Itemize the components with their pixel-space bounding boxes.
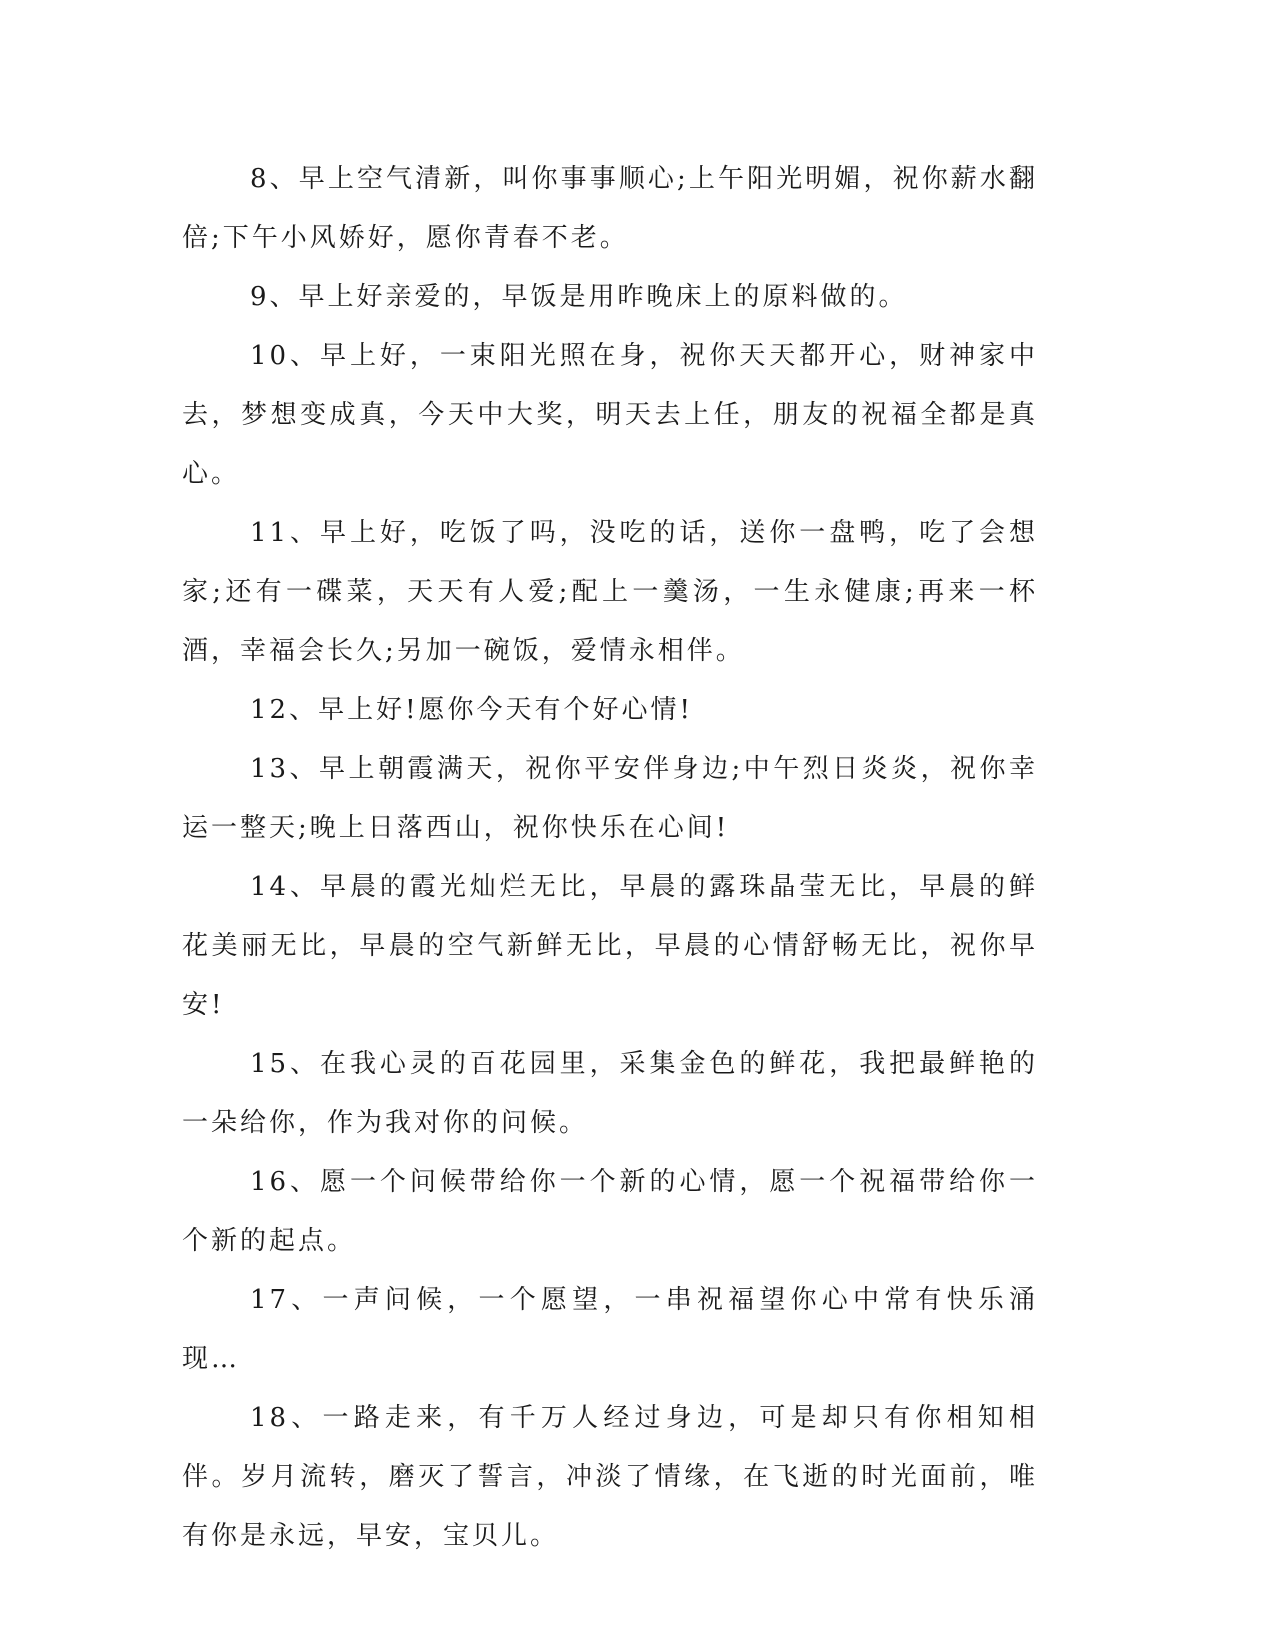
paragraph-14: 14、早晨的霞光灿烂无比，早晨的露珠晶莹无比，早晨的鲜花美丽无比，早晨的空气新鲜无比，早晨的心情舒畅无比，祝你早安! [182, 872, 1038, 1020]
paragraph-8: 8、早上空气清新，叫你事事顺心;上午阳光明媚，祝你薪水翻倍;下午小风娇好，愿你青春不老。 [182, 164, 1038, 253]
paragraph-16: 16、愿一个问候带给你一个新的心情，愿一个祝福带给你一个新的起点。 [182, 1167, 1038, 1256]
paragraph-12: 12、早上好!愿你今天有个好心情! [250, 695, 693, 725]
paragraph-11: 11、早上好，吃饭了吗，没吃的话，送你一盘鸭，吃了会想家;还有一碟菜，天天有人爱;配上一羹汤，一生永健康;再来一杯酒，幸福会长久;另加一碗饭，爱情永相伴。 [182, 518, 1038, 666]
paragraph-17: 17、一声问候，一个愿望，一串祝福望你心中常有快乐涌现… [182, 1285, 1038, 1374]
paragraph-15: 15、在我心灵的百花园里，采集金色的鲜花，我把最鲜艳的一朵给你，作为我对你的问候。 [182, 1049, 1038, 1138]
document-body [182, 150, 1038, 1566]
paragraph-18: 18、一路走来，有千万人经过身边，可是却只有你相知相伴。岁月流转，磨灭了誓言，冲淡了情缘，在飞逝的时光面前，唯有你是永远，早安，宝贝儿。 [182, 1403, 1038, 1551]
paragraph-9: 9、早上好亲爱的，早饭是用昨晚床上的原料做的。 [250, 282, 908, 312]
paragraph-10: 10、早上好，一束阳光照在身，祝你天天都开心，财神家中去，梦想变成真，今天中大奖，明天去上任，朋友的祝福全都是真心。 [182, 341, 1038, 489]
paragraph-13: 13、早上朝霞满天，祝你平安伴身边;中午烈日炎炎，祝你幸运一整天;晚上日落西山，祝你快乐在心间! [182, 754, 1038, 843]
